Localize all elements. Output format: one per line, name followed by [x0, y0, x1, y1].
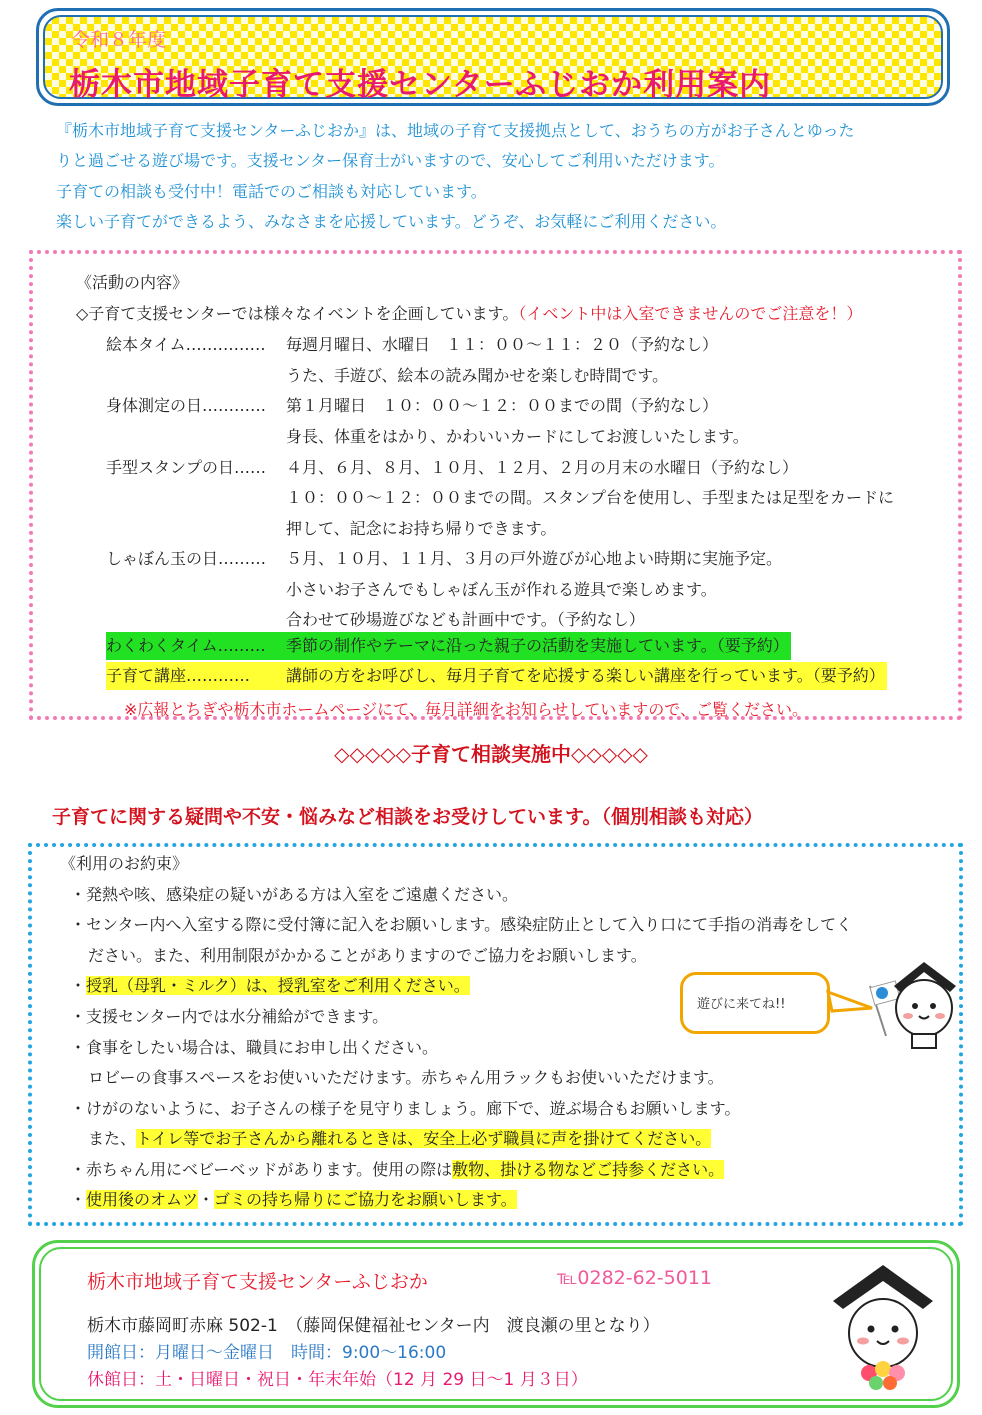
rule-8-middle: ・	[198, 1190, 215, 1209]
rule-2a: ・センター内へ入室する際に受付簿に記入をお願いします。感染症防止として入り口にて手指の消毒をしてく	[70, 915, 853, 934]
activity-koza-text: 講師の方をお呼びし、毎月子育てを応援する楽しい講座を行っています。（要予約）	[286, 666, 885, 685]
rule-2b: ださい。また、利用制限がかかることがありますのでご協力をお願いします。	[88, 946, 647, 965]
page-title: 栃木市地域子育て支援センターふじおか利用案内	[69, 67, 772, 103]
rule-8-highlight-1: 使用後のオムツ	[86, 1190, 199, 1209]
activity-shintai-line-1: 第１月曜日 １０：００〜１２：００までの間（予約なし）	[286, 396, 719, 415]
activity-lead-text: ◇子育て支援センターでは様々なイベントを企画しています。	[76, 304, 519, 323]
intro-line-2: りと過ごせる遊び場です。支援センター保育士がいますので、安心してご利用いただけます。	[56, 151, 725, 170]
rule-8	[70, 1187, 517, 1210]
footer-tel: ℡0282-62-5011	[557, 1267, 713, 1289]
rule-5b: ロビーの食事スペースをお使いいただけます。赤ちゃん用ラックもお使いいただけます。	[88, 1068, 724, 1087]
rule-3	[70, 973, 470, 996]
rule-3-bullet: ・	[70, 976, 87, 995]
title-banner	[36, 8, 950, 106]
consult-heading: ◇◇◇◇◇子育て相談実施中◇◇◇◇◇	[334, 742, 648, 766]
rules-heading: 《利用のお約束》	[60, 854, 189, 873]
rule-7-highlight: 敷物、掛ける物などご持参ください。	[452, 1160, 725, 1179]
rule-1: ・発熱や咳、感染症の疑いがある方は入室をご遠慮ください。	[70, 885, 519, 904]
mascot-with-flag-icon	[824, 956, 969, 1051]
activity-stamp-line-3: 押して、記念にお持ち帰りできます。	[286, 519, 557, 538]
activity-footnote: ※広報とちぎや栃木市ホームページにて、毎月詳細をお知らせしていますので、ご覧ください。	[124, 700, 808, 719]
activity-label-shintai: 身体測定の日…………	[106, 396, 267, 415]
activity-ehon-line-2: うた、手遊び、絵本の読み聞かせを楽しむ時間です。	[286, 366, 669, 385]
fiscal-year: 令和８年度	[71, 29, 167, 51]
rule-6b-highlight: トイレ等でお子さんから離れるときは、安全上必ず職員に声を掛けてください。	[136, 1129, 712, 1148]
rule-6a: ・けがのないように、お子さんの様子を見守りましょう。廊下で、遊ぶ場合もお願いします。	[70, 1099, 741, 1118]
rule-8-bullet: ・	[70, 1190, 87, 1209]
intro-line-4: 楽しい子育てができるよう、みなさまを応援しています。どうぞ、お気軽にご利用ください。	[56, 212, 727, 231]
activity-lead-note: （イベント中は入室できませんのでご注意を！）	[518, 304, 863, 323]
footer-center-name: 栃木市地域子育て支援センターふじおか	[87, 1271, 428, 1293]
activity-koza-highlight	[106, 662, 887, 690]
footer-closed-days: 休館日：土・日曜日・祝日・年末年始（12 月 29 日〜1 月３日）	[87, 1370, 588, 1390]
rule-3-highlight: 授乳（母乳・ミルク）は、授乳室をご利用ください。	[86, 976, 470, 995]
footer-box	[32, 1240, 960, 1408]
activity-label-waku: わくわくタイム………	[106, 636, 266, 655]
footer-address: 栃木市藤岡町赤麻 502-1 （藤岡保健福祉センター内 渡良瀬の里となり）	[87, 1316, 660, 1336]
activity-waku-highlight	[106, 632, 791, 660]
activity-shabon-line-3: 合わせて砂場遊びなども計画中です。（予約なし）	[286, 610, 645, 629]
activity-label-ehon: 絵本タイム……………	[106, 335, 266, 354]
speech-bubble-text: 遊びに来てね!!	[697, 997, 786, 1012]
activity-lead	[76, 301, 862, 324]
footer-inner	[39, 1247, 953, 1401]
speech-bubble	[680, 972, 830, 1034]
activity-stamp-line-1: ４月、６月、８月、１０月、１２月、２月の月末の水曜日（予約なし）	[286, 458, 799, 477]
rule-7-prefix: ・赤ちゃん用にベビーベッドがあります。使用の際は	[70, 1160, 453, 1179]
rule-6b-prefix: また、	[88, 1129, 137, 1148]
rule-6b	[88, 1126, 711, 1149]
activity-label-stamp: 手型スタンプの日……	[106, 458, 267, 477]
activity-waku-text: 季節の制作やテーマに沿った親子の活動を実施しています。（要予約）	[286, 636, 789, 655]
intro-line-3: 子育ての相談も受付中！電話でのご相談も対応しています。	[56, 182, 487, 201]
rule-8-highlight-2: ゴミの持ち帰りにご協力をお願いします。	[214, 1190, 517, 1209]
rule-7	[70, 1157, 724, 1180]
activity-heading: 《活動の内容》	[76, 273, 189, 292]
rule-4: ・支援センター内では水分補給ができます。	[70, 1007, 389, 1026]
activity-shabon-line-2: 小さいお子さんでもしゃぼん玉が作れる遊具で楽しめます。	[286, 580, 717, 599]
title-banner-inner	[43, 15, 943, 103]
rule-5a: ・食事をしたい場合は、職員にお申し出ください。	[70, 1038, 439, 1057]
activity-shintai-line-2: 身長、体重をはかり、かわいいカードにしてお渡しいたします。	[286, 427, 749, 446]
activity-koza	[106, 662, 887, 690]
activity-ehon-line-1: 毎週月曜日、水曜日 １１：００〜１１：２０（予約なし）	[286, 335, 719, 354]
activity-waku	[106, 632, 791, 660]
footer-open-hours: 開館日：月曜日〜金曜日 時間：9:00〜16:00	[87, 1343, 447, 1363]
activity-label-koza: 子育て講座…………	[106, 666, 251, 685]
intro-line-1: 『栃木市地域子育て支援センターふじおか』は、地域の子育て支援拠点として、おうちの方がお子さんとゆった	[56, 121, 855, 140]
activity-stamp-line-2: １０：００〜１２：００までの間。スタンプ台を使用し、手型または足型をカードに	[286, 488, 895, 507]
mascot-with-bouquet-icon	[827, 1261, 939, 1401]
activity-label-shabon: しゃぼん玉の日………	[106, 549, 267, 568]
consult-subheading: 子育てに関する疑問や不安・悩みなど相談をお受けしています。（個別相談も対応）	[52, 806, 763, 828]
activity-shabon-line-1: ５月、１０月、１１月、３月の戸外遊びが心地よい時期に実施予定。	[286, 549, 783, 568]
